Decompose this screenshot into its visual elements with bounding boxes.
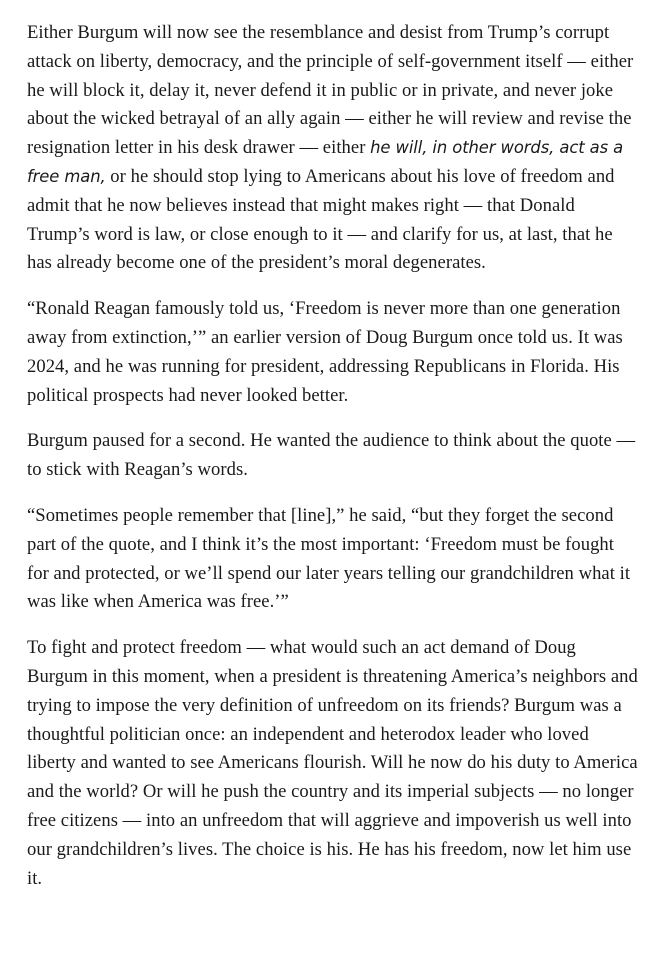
paragraph-burgum-choice: [27, 19, 639, 278]
paragraph-text: Burgum paused for a second. He wanted the audience to think about the quote — to stick with Reagan’s words.: [27, 430, 636, 481]
paragraph-text: To fight and protect freedom — what would such an act demand of Doug Burgum in this moment, when a president is threatening America’s neighbors and trying to impose the very definition of unfreedom on its friends? Burgum was a thoughtful politician once: an independent and heterodox leader who loved liberty and wanted to see Americans flourish. Will he now do his duty to America and the world? Or will he push the country and its imperial subjects — no longer free citizens — into an unfreedom that will aggrieve and impoverish us well into our grandchildren’s lives. The choice is his. He has his freedom, now let him use it.: [27, 637, 638, 889]
paragraph-burgum-paused: [27, 427, 639, 485]
paragraph-text: “Ronald Reagan famously told us, ‘Freedom is never more than one generation away from extinction,’” an earlier version of Doug Burgum once told us. It was 2024, and he was running for president, addressing Republicans in Florida. His political prospects had never looked better.: [27, 298, 623, 406]
paragraph-second-part-quote: [27, 502, 639, 617]
paragraph-text: Either Burgum will now see the resemblance and desist from Trump’s corrupt attack on liberty, democracy, and the principle of self-government itself — either he will block it, delay it, never defend it in public or in private, and never joke about the wicked betrayal of an ally again — either he will review and revise the resignation letter in his desk drawer — either: [27, 22, 634, 159]
italic-emphasis: he will, in other words, act as a free man,: [27, 138, 624, 186]
paragraph-fight-and-protect: [27, 634, 639, 893]
paragraph-reagan-quote: [27, 295, 639, 410]
paragraph-text: “Sometimes people remember that [line],” he said, “but they forget the second part of the quote, and I think it’s the most important: ‘Freedom must be fought for and protected, or we’ll spend our later years telling our grandchildren what it was like when America was free.’”: [27, 504, 631, 613]
paragraph-text: or he should stop lying to Americans about his love of freedom and admit that he now believes instead that might makes right — that Donald Trump’s word is law, or close enough to it — and clarify for us, at last, that he has already become one of the president’s moral degenerates.: [27, 165, 615, 274]
